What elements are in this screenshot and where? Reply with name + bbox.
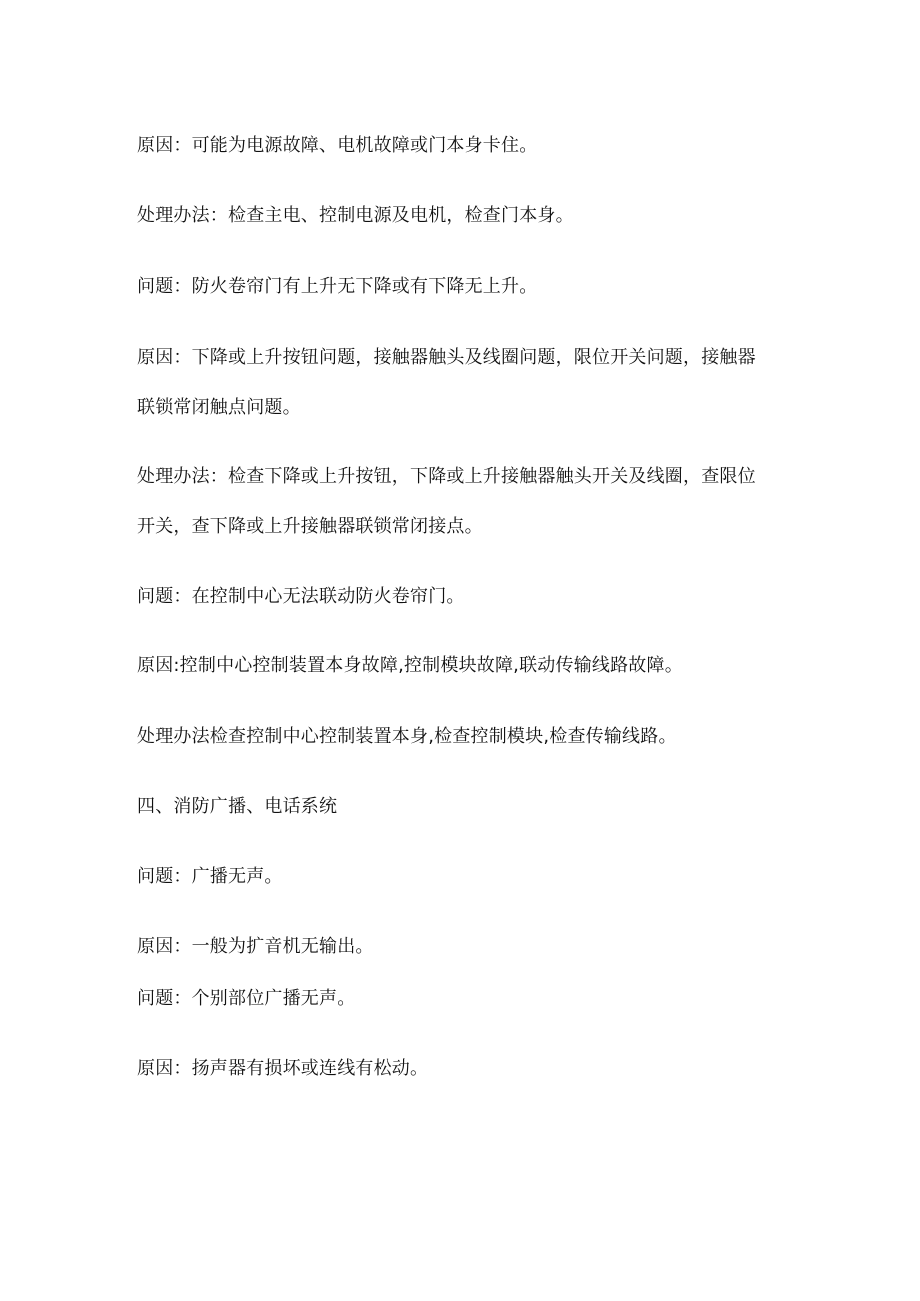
text-line: 问题：防火卷帘门有上升无下降或有下降无上升。 (137, 276, 538, 297)
text-line: 原因:控制中心控制装置本身故障,控制模块故障,联动传输线路故障。 (137, 655, 683, 676)
text-line: 联锁常闭触点问题。 (137, 397, 301, 418)
text-line: 处理办法：检查主电、控制电源及电机，检查门本身。 (137, 205, 574, 226)
text-line: 原因：一般为扩音机无输出。 (137, 936, 374, 957)
text-line: 处理办法：检查下降或上升按钮，下降或上升接触器触头开关及线圈，查限位 (137, 466, 756, 487)
text-line: 问题：在控制中心无法联动防火卷帘门。 (137, 586, 465, 607)
text-line: 原因：可能为电源故障、电机故障或门本身卡住。 (137, 135, 538, 156)
text-line: 开关，查下降或上升接触器联锁常闭接点。 (137, 516, 483, 537)
section-heading: 四、消防广播、电话系统 (137, 796, 338, 817)
text-line: 原因：下降或上升按钮问题，接触器触头及线圈问题，限位开关问题，接触器 (137, 347, 756, 368)
text-line: 问题：广播无声。 (137, 866, 283, 887)
text-line: 原因：扬声器有损坏或连线有松动。 (137, 1058, 429, 1079)
text-line: 问题：个别部位广播无声。 (137, 988, 356, 1009)
text-line: 处理办法检查控制中心控制装置本身,检查控制模块,检查传输线路。 (137, 726, 677, 747)
